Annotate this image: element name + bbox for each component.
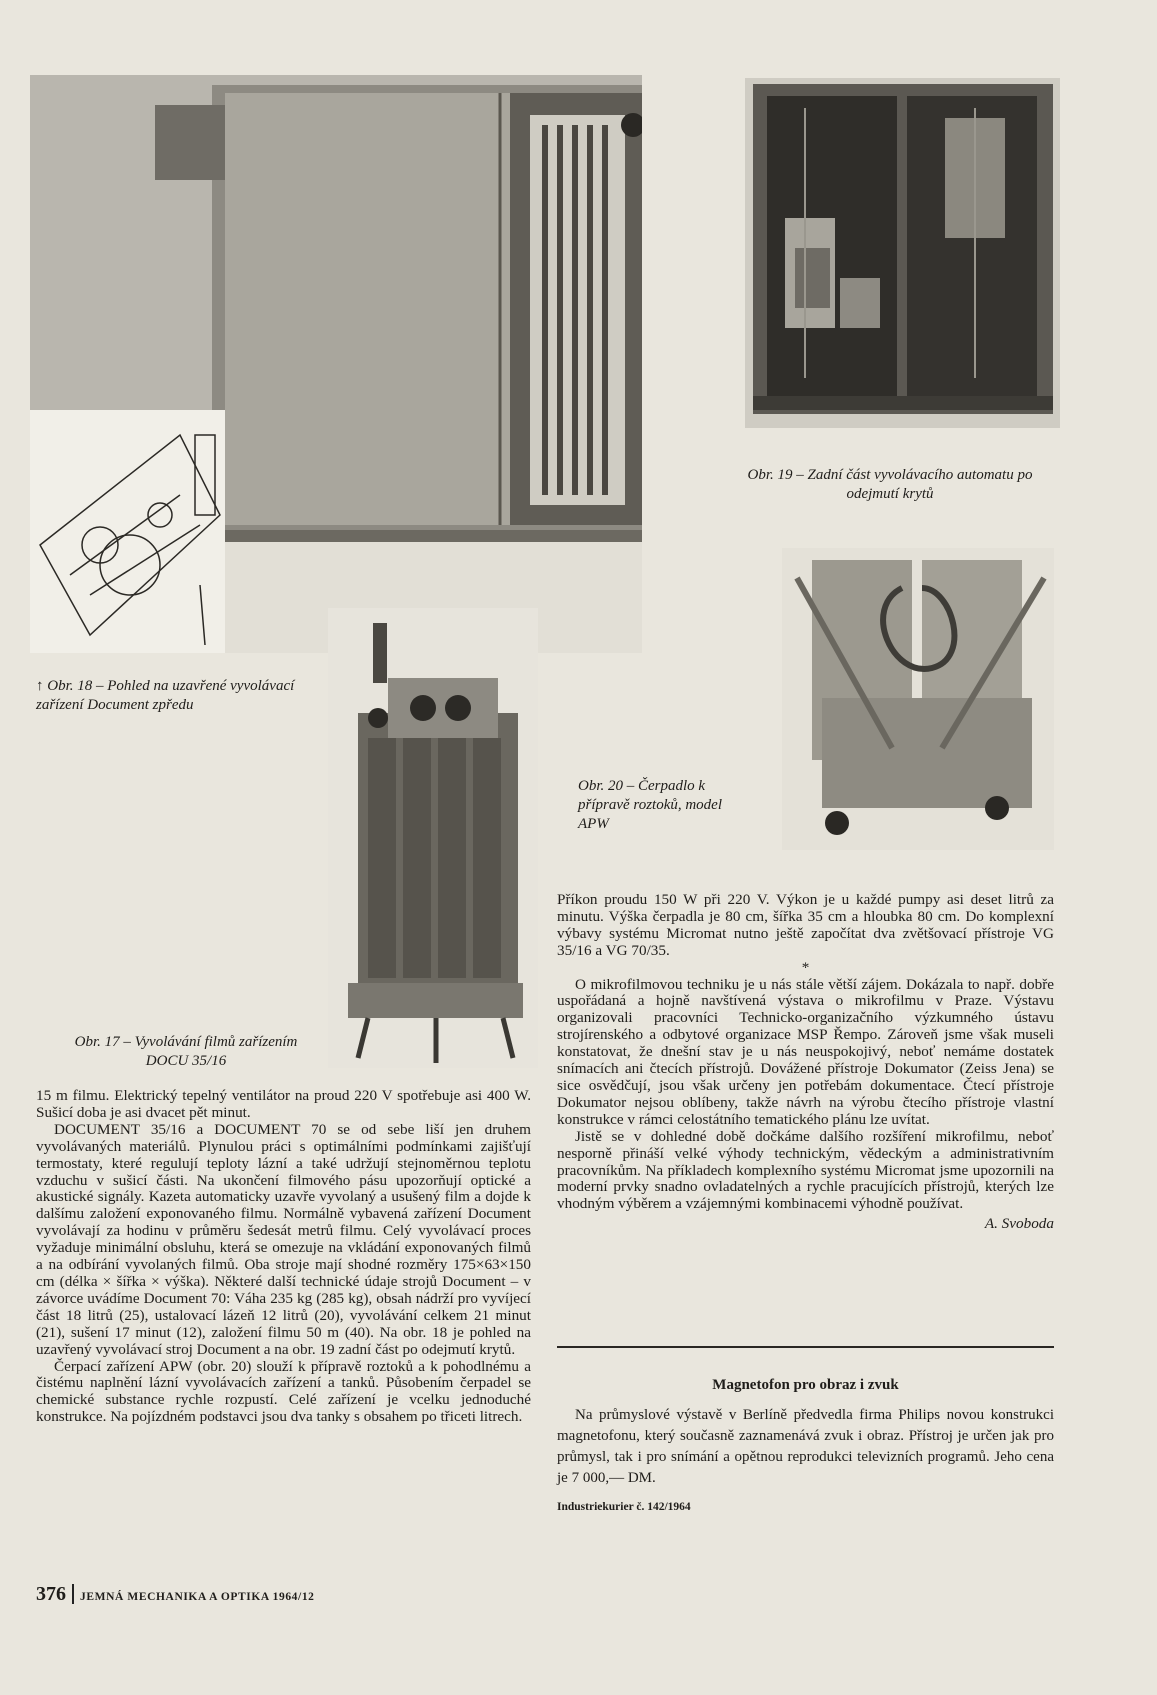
sidebar-divider [557,1346,1054,1348]
right-paragraph-1: Příkon proudu 150 W při 220 V. Výkon je u každé pumpy asi deset litrů za minutu. Výška čerpadla je 80 cm, šířka 35 cm a hloubka 80 cm. Do komplexní výbavy systému Micromat nutno ještě započítat dva zvětšovací přístroje VG 35/16 a VG 70/35. [557,891,1054,959]
sidebar-title: Magnetofon pro obraz i zvuk [712,1377,899,1393]
figure-18-photo [30,75,642,653]
page-number: 376 [36,1583,66,1605]
caption-figure-19: Obr. 19 – Zadní část vyvolávacího automatu po odejmutí krytů [747,467,1033,502]
right-column-text [557,892,1054,1233]
figure-20-photo [782,548,1054,850]
figure-19-photo [745,78,1060,428]
left-paragraph-2: DOCUMENT 35/16 a DOCUMENT 70 se od sebe liší jen druhem vyvolávaných materiálů. Plynulou práci s optimálními podmínkami zajišťují termostaty, které regulují teploty lázní a také udržují stejnoměrnou teplotu vzduchu v sušicí části. Na ukončení filmového pásu upozorňují optické a akustické signály. Kazeta automaticky uzavře vyvolaný a usušený film a dojde k dalšímu založení exponovaného filmu. Normálně vybavená zařízení Document vyvolávají za hodinu v průměru šedesát metrů filmu. Celý vyvolávací proces vyžaduje minimální obsluhu, která se omezuje na vkládání exponovaných filmů a na odbírání vyvolaných filmů. Oba stroje mají shodné rozměry 175×63×150 cm (délka × šířka × výška). Některé další technické údaje strojů Document – v závorce uvádíme Document 70: Váha 235 kg (285 kg), obsah nádrží pro vyvíjecí část 18 litrů (25), ustalovací lázeň 12 litrů (20), vyvolávání celkem 21 minut (21), sušení 17 minut (12), založení filmu 50 m (40). Na obr. 18 je pohled na uzavřený vyvolávací stroj Document a na obr. 19 zadní část po odejmutí krytů. [36,1120,531,1358]
sidebar-source: Industriekurier č. 142/1964 [557,1501,691,1513]
page-footer [36,1583,315,1606]
caption-figure-18: ↑ Obr. 18 – Pohled na uzavřené vyvolávací zařízení Document zpředu [36,678,295,713]
caption-figure-17: Obr. 17 – Vyvolávání filmů zařízením DOCU 35/16 [74,1034,298,1069]
left-column-text [36,1088,531,1426]
section-asterisk: * [801,958,810,976]
sidebar-news [557,1375,1054,1518]
left-paragraph-3: Čerpací zařízení APW (obr. 20) slouží k přípravě roztoků a k pohodlnému a čistému naplnění lázní vyvolávacích zařízení a tanků. Působením čerpadel se chemické substance rychle rozpustí. Celé zařízení je vcelku jednoduché konstrukce. Na pojízdném podstavci jsou dva tanky s obsahem po třiceti litrech. [36,1357,531,1426]
publication-name: JEMNÁ MECHANIKA A OPTIKA 1964/12 [80,1591,315,1603]
right-paragraph-2: O mikrofilmovou techniku je u nás stále větší zájem. Dokázala to např. dobře uspořádaná a hojně navštívená výstava o mikrofilmu v Praze. Výstavu organizovali pracovníci Technicko-organizačního výzkumného ústavu strojírenského a odbytové organizace MSP Řempo. Zároveň jsme však museli konstatovat, že dnešní stav je u nás neuspokojivý, neboť nemáme dostatek snímacích ani čtecích přístrojů. Dovážené přístroje Dokumator (Zeiss Jena) se sice osvědčují, jsou však určeny jen potřebám dokumentace. Čtecí přístroje Dokumator nejsou oblíbeny, takže návrh na výrobu čtecího přístroje vlastní konstrukce v rámci celostátního tematického plánu lze uvítat. [557,975,1054,1128]
sidebar-body: Na průmyslové výstavě v Berlíně předvedla firma Philips novou konstrukci magnetofonu, který současně zaznamenává zvuk i obraz. Přístroj je určen jak pro průmysl, tak i pro snímání a opětnou reprodukci televizních programů. Jeho cena je 7 000,— DM. [557,1407,1054,1486]
right-paragraph-3: Jistě se v dohledné době dočkáme dalšího rozšíření mikrofilmu, neboť nesporně přináší velké výhody technickým, vědeckým a administrativním pracovníkům. Na příkladech komplexního systému Micromat jsme upozornili na moderní prvky snadno ovladatelných a rychle pracujících přístrojů, kterých lze vhodným výběrem a vzájemnými kombinacemi výhodně používat. [557,1127,1054,1213]
left-paragraph-1: 15 m filmu. Elektrický tepelný ventilátor na proud 220 V spotřebuje asi 400 W. Sušicí doba je asi dvacet pět minut. [36,1087,531,1121]
footer-separator [72,1584,74,1604]
article-author: A. Svoboda [984,1215,1054,1233]
caption-figure-20: Obr. 20 – Čerpadlo k přípravě roztoků, model APW [578,778,723,832]
figure-17-photo [328,608,538,1068]
